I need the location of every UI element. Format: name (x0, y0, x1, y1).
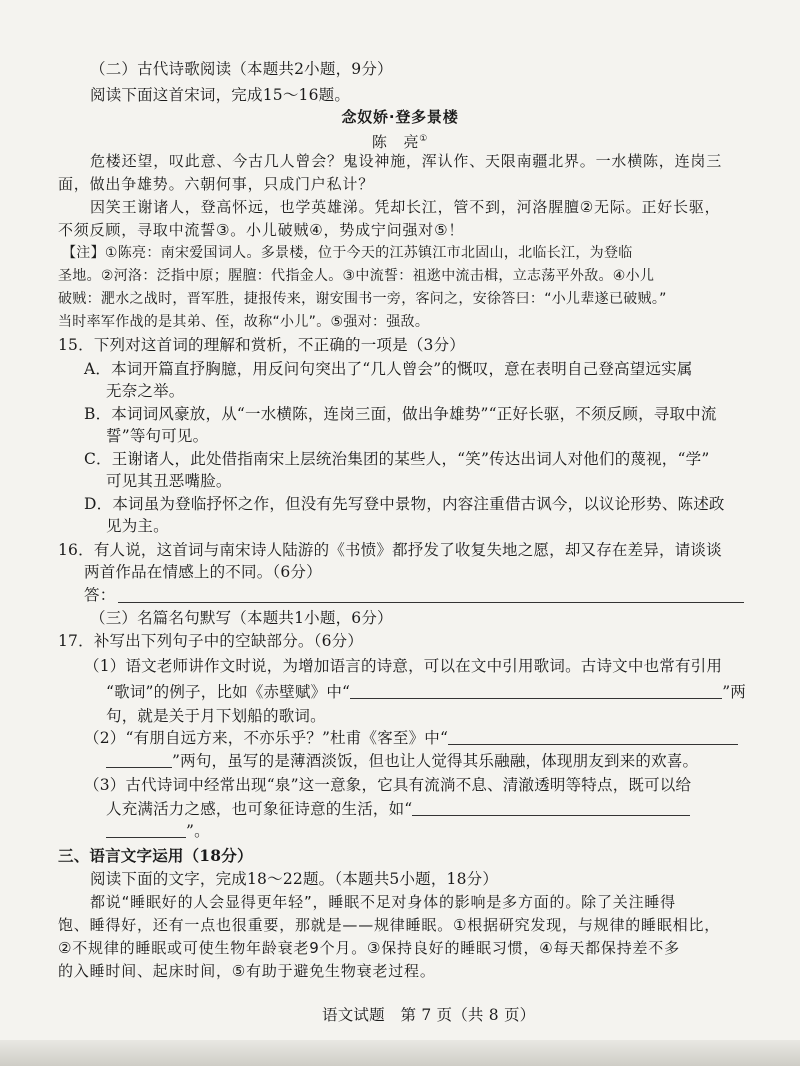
poem-line: 不须反顾，寻取中流誓③。小儿破贼④，势成宁问强对⑤！ (58, 221, 465, 239)
poem-line: 因笑王谢诸人，登高怀远，也学英雄涕。凭却长江，管不到，河洛腥膻②无际。正好长驱， (90, 198, 721, 216)
item2-prefix: （2）“有朋自远方来，不亦乐乎？”杜甫《客至》中“ (84, 729, 449, 747)
page-footer (322, 1004, 535, 1026)
question-15-option-b-cont: 誓”等句可见。 (106, 427, 209, 445)
section-heading-poetry: （二）古代诗歌阅读（本题共2小题，9分） (90, 60, 393, 78)
question-17-stem: 17．补写出下列句子中的空缺部分。（6分） (58, 632, 364, 650)
item1-prefix: “歌词”的例子，比如《赤壁赋》中“ (106, 683, 351, 701)
poem-line: 面，做出争雄势。六朝何事，只成门户私计？ (58, 175, 375, 193)
question-15-option-a: A．本词开篇直抒胸臆，用反问句突出了“几人曾会”的慨叹，意在表明自己登高望远实属 (84, 360, 693, 378)
question-17-item3-end (106, 820, 210, 842)
item1-suffix: ”两 (722, 683, 747, 701)
question-15-option-d-cont: 见为主。 (106, 517, 169, 535)
question-15-option-d: D．本词虽为登临抒怀之作，但没有先写登中景物，内容注重借古讽今，以议论形势、陈述政 (84, 495, 725, 513)
part3-heading: 三、语言文字运用（18分） (58, 846, 253, 865)
passage-line: 饱、睡得好，还有一点也很重要，那就是——规律睡眠。①根据研究发现，与规律的睡眠相比， (58, 916, 721, 934)
poem-line: 危楼还望，叹此意、今古几人曾会？鬼设神施，浑认作、天限南疆北界。一水横陈，连岗三 (90, 152, 723, 170)
question-17-item3: （3）古代诗词中经常出现“泉”这一意象，它具有流淌不息、清澈透明等特点，既可以给 (84, 776, 692, 794)
instruction-15-16: 阅读下面这首宋词，完成15～16题。 (90, 86, 351, 104)
question-17-item1-end: 句，就是关于月下划船的歌词。 (106, 707, 326, 725)
question-15-option-c-cont: 可见其丑恶嘴脸。 (106, 472, 232, 490)
question-16-stem: 16．有人说，这首词与南宋诗人陆游的《书愤》都抒发了收复失地之愿，却又存在差异，请谈谈 (58, 541, 722, 559)
fill-blank-1[interactable] (350, 682, 722, 699)
item3-prefix: 人充满活力之感，也可象征诗意的生活，如“ (106, 800, 413, 818)
question-15-option-c: C．王谢诸人，此处借指南宋上层统治集团的某些人，“笑”传达出词人对他们的蔑视，“学” (84, 450, 710, 468)
question-17-item1: （1）语文老师讲作文时说，为增加语言的诗意，可以在文中引用歌词。古诗文中也常有引用 (84, 657, 723, 675)
section-heading-recitation: （三）名篇名句默写（本题共1小题，6分） (90, 609, 393, 627)
question-15-stem: 15．下列对这首词的理解和赏析，不正确的一项是（3分） (58, 336, 465, 354)
fill-blank-2[interactable] (448, 728, 738, 745)
note-line: 圣地。②河洛：泛指中原；腥膻：代指金人。③中流誓：祖逖中流击楫，立志荡平外敌。④小儿 (58, 268, 655, 284)
part3-instruction: 阅读下面的文字，完成18～22题。（本题共5小题，18分） (90, 870, 499, 888)
question-17-item2 (84, 727, 738, 749)
passage-line: 都说“睡眠好的人会显得更年轻”，睡眠不足对身体的影响是多方面的。除了关注睡得 (90, 893, 676, 911)
question-15-option-b: B．本词词风豪放，从“一水横陈，连岗三面，做出争雄势”“正好长驱，不须反顾，寻取中流 (84, 405, 717, 423)
passage-line: ②不规律的睡眠或可使生物年龄衰老9个月。③保持良好的睡眠习惯，④每天都保持差不多 (58, 939, 680, 957)
page-edge-shadow (0, 1040, 800, 1066)
question-17-item1-cont (106, 681, 746, 703)
answer-label: 答： (84, 586, 116, 604)
note-line: 当时率军作战的是其弟、侄，故称“小儿”。⑤强对：强敌。 (58, 314, 430, 330)
question-15-option-a-cont: 无奈之举。 (106, 382, 185, 400)
footer-subject: 语文试题 (322, 1006, 385, 1024)
note-line: 【注】①陈亮：南宋爱国词人。多景楼，位于今天的江苏镇江市北固山，北临长江，为登临 (62, 245, 633, 261)
note-line: 破贼：淝水之战时，晋军胜，捷报传来，谢安围书一旁，客问之，安徐答曰：“小儿辈遂已破贼。” (58, 291, 667, 307)
question-16-stem-cont: 两首作品在情感上的不同。（6分） (84, 563, 322, 581)
fill-blank-5[interactable] (106, 821, 186, 838)
author-name: 陈 亮 (371, 133, 420, 151)
passage-line: 的入睡时间、起床时间，⑤有助于避免生物衰老过程。 (58, 962, 436, 980)
question-17-item3-cont (106, 798, 690, 820)
author-note-mark: ① (419, 134, 429, 144)
footer-page-number: 第 7 页（共 8 页） (400, 1006, 536, 1024)
fill-blank-3[interactable] (106, 751, 172, 768)
item3-suffix: ”。 (186, 822, 210, 840)
answer-line[interactable] (118, 602, 744, 603)
item2-suffix: ”两句，虽写的是薄酒淡饭，但也让人觉得其乐融融，体现朋友到来的欢喜。 (172, 752, 699, 770)
fill-blank-4[interactable] (412, 799, 690, 816)
question-17-item2-cont (106, 750, 698, 772)
poem-title: 念奴娇·登多景楼 (341, 108, 459, 126)
